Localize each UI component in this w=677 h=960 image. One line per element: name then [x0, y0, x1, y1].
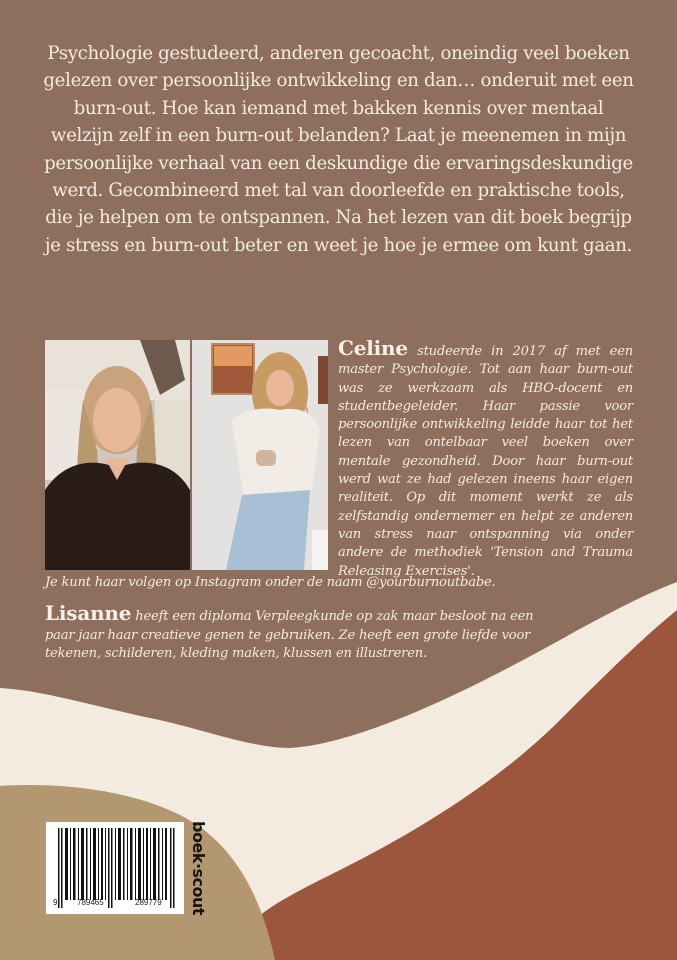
publisher-logo: [188, 821, 208, 921]
author-photo-celine: [45, 340, 190, 570]
author-bio-lisanne-text: heeft een diploma Verpleegkunde op zak maar besloot na een paar jaar haar creatieve genen te gebruiken. Ze heeft een grote liefde voor tekenen, schilderen, kleding maken, klussen en illustreren.: [45, 609, 534, 661]
isbn-digits-2: 789465: [77, 898, 104, 907]
author-bio-lisanne: [45, 601, 545, 664]
book-blurb: Psychologie gestudeerd, anderen gecoacht, oneindig veel boeken gelezen over persoonlijke ontwikkeling en dan… onderuit met een burn-out. Hoe kan iemand met bakken kennis over mentaal welzijn zelf in een burn-out belanden? Laat je meenemen in mijn persoonlijke verhaal van een deskundige die ervaringsdeskundige werd. Gecombineerd met tal van doorleefde en praktische tools, die je helpen om te ontspannen. Na het lezen van dit boek begrijp je stress en burn-out beter en weet je hoe je ermee om kunt gaan.: [43, 43, 634, 256]
author-photos: [45, 340, 328, 570]
isbn-digits: [46, 898, 184, 910]
author-name-celine: Celine: [338, 336, 408, 360]
author-name-lisanne: Lisanne: [45, 601, 132, 625]
author-bio-celine-text: studeerde in 2017 af met een master Psychologie. Tot aan haar burn-out was ze werkzaam als HBO-docent en studentbegeleider. Haar passie voor persoonlijke ontwikkeling leidde haar tot het lezen van ontelbaar veel boeken over mentale gezondheid. Door haar burn-out werd wat ze had gelezen ineens haar eigen realiteit. Op dit moment werkt ze als zelfstandig ondernemer en helpt ze anderen van stress naar ontspanning via onder andere de methodiek 'Tension and Trauma Releasing Exercises'.: [338, 344, 633, 579]
isbn-digit-1: 9: [53, 898, 58, 907]
instagram-follow-text: Je kunt haar volgen op Instagram onder de naam @yourburnoutbabe.: [45, 575, 496, 590]
author-photo-lisanne: [192, 340, 328, 570]
isbn-barcode: [46, 822, 184, 914]
isbn-digits-3: 289779: [135, 898, 162, 907]
publisher-name: boek·scout: [189, 821, 208, 916]
author-bio-celine: [338, 336, 633, 581]
